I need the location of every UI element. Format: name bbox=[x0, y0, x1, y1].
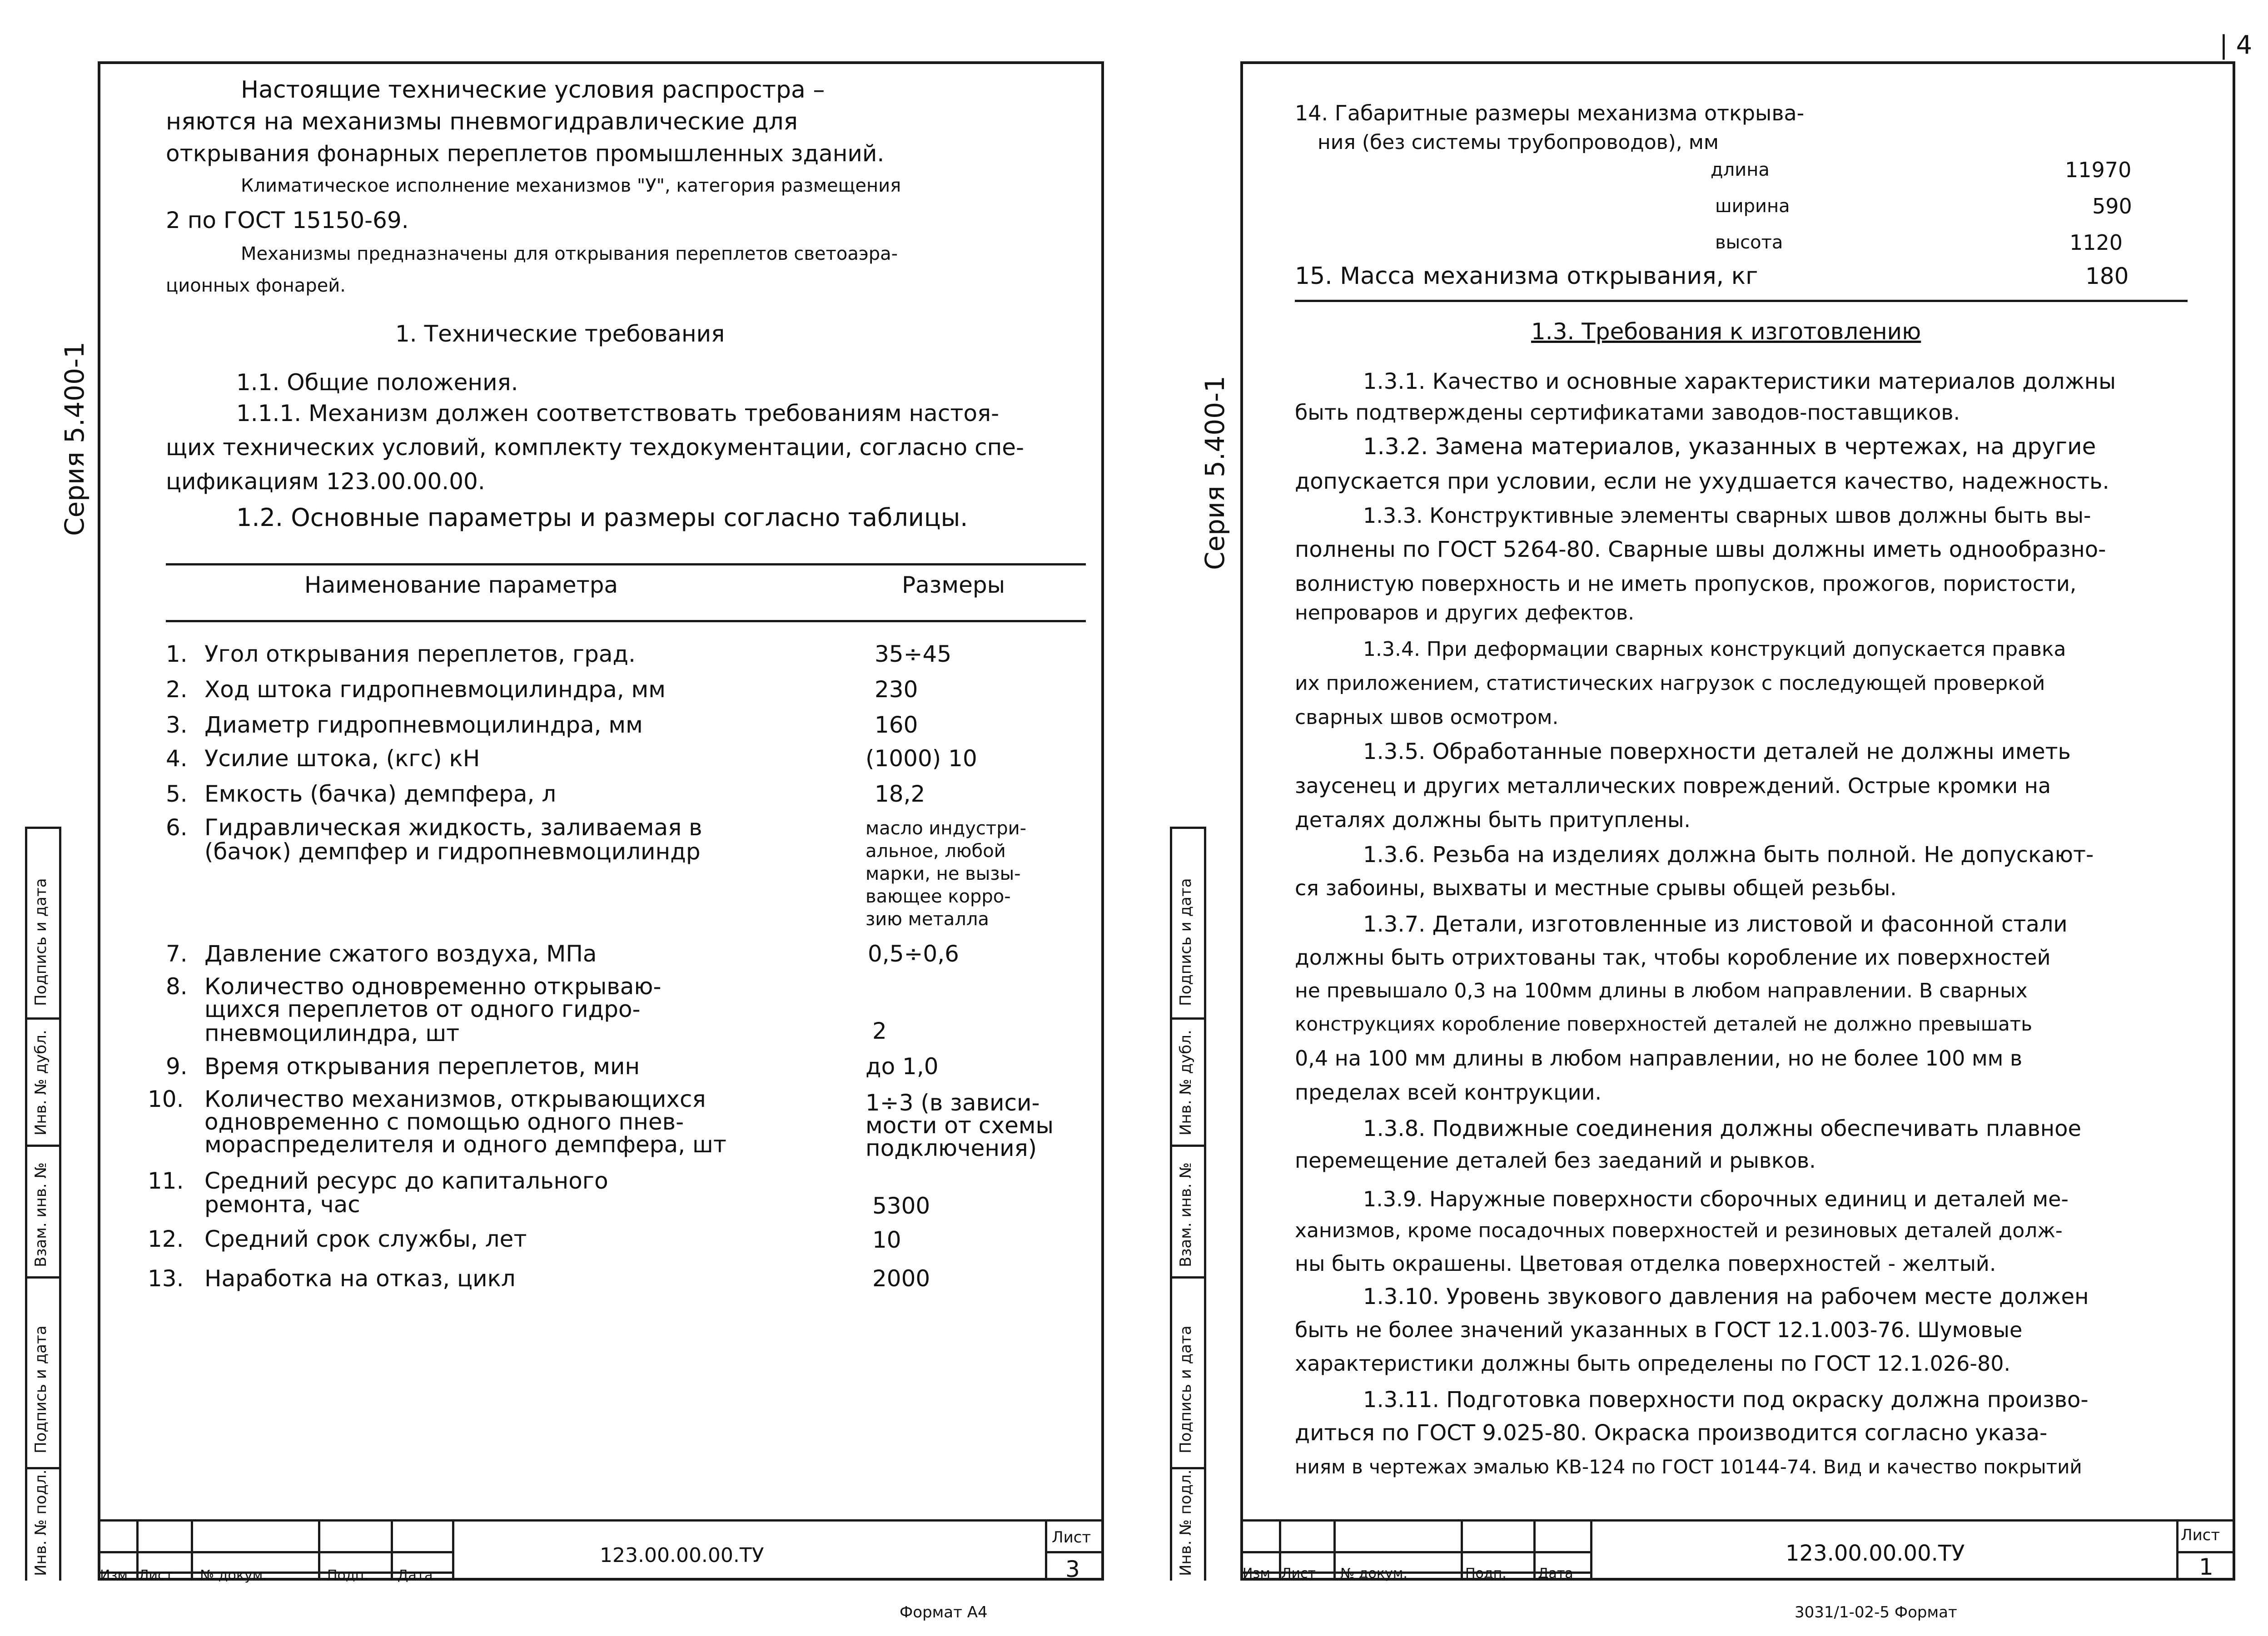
dim-label-width: ширина bbox=[1715, 196, 1790, 217]
left-stamp-col-3 bbox=[318, 1519, 320, 1581]
p136-line-2: ся забоины, выхваты и местные срывы общей резьбы. bbox=[1295, 876, 1897, 900]
right-strip-div-3 bbox=[1170, 1276, 1206, 1279]
right-stamp-footer: 3031/1-02-5 Формат bbox=[1795, 1603, 1957, 1621]
table-header-name: Наименование параметра bbox=[304, 572, 618, 598]
row-name: (бачок) демпфер и гидропневмоцилиндр bbox=[204, 838, 701, 865]
row-name: пневмоцилиндра, шт bbox=[204, 1020, 460, 1046]
left-side-label-inv: Инв. № подл. bbox=[32, 1469, 50, 1576]
left-intro-line-2: няются на механизмы пневмогидравлические для bbox=[166, 108, 798, 135]
left-side-label-replace: Взам. инв. № bbox=[32, 1162, 50, 1267]
p1310-line-2: быть не более значений указанных в ГОСТ 12.1.003-76. Шумовые bbox=[1295, 1318, 2023, 1342]
p138-line-1: 1.3.8. Подвижные соединения должны обеспечивать плавное bbox=[1363, 1116, 2082, 1141]
row-value: 35÷45 bbox=[875, 641, 952, 667]
right-stamp-col-5 bbox=[1590, 1519, 1592, 1581]
p1311-line-2: диться по ГОСТ 9.025-80. Окраска производится согласно указа- bbox=[1295, 1420, 2048, 1446]
left-intro-line-6: Механизмы предназначены для открывания переплетов светоаэра- bbox=[241, 243, 898, 264]
row-num: 3. bbox=[166, 712, 188, 738]
right-stamp-col-6 bbox=[2176, 1519, 2178, 1581]
row-value: до 1,0 bbox=[865, 1053, 939, 1080]
right-strip-top bbox=[1170, 827, 1206, 829]
p139-line-2: ханизмов, кроме посадочных поверхностей и резиновых деталей долж- bbox=[1295, 1219, 2063, 1242]
left-section1-title: 1. Технические требования bbox=[395, 321, 725, 347]
row-name: Гидравлическая жидкость, заливаемая в bbox=[204, 814, 702, 841]
p134-line-3: сварных швов осмотром. bbox=[1295, 706, 1559, 729]
dim-value-height: 1120 bbox=[2069, 230, 2123, 255]
left-intro-line-1: Настоящие технические условия распростра – bbox=[241, 76, 825, 104]
row-num: 13. bbox=[148, 1265, 184, 1292]
row-num: 6. bbox=[166, 814, 188, 841]
right-stamp-doc-code: 123.00.00.00.ТУ bbox=[1786, 1541, 1965, 1566]
page-corner-number: | 4 bbox=[2219, 30, 2253, 60]
row-num: 11. bbox=[148, 1168, 184, 1194]
row-value: 10 bbox=[872, 1227, 901, 1253]
right-stamp-col-izm: Изм bbox=[1243, 1566, 1271, 1581]
table-top-line bbox=[166, 563, 1086, 565]
p138-line-2: перемещение деталей без заеданий и рывков. bbox=[1295, 1148, 1816, 1173]
left-stamp-top bbox=[98, 1519, 1104, 1522]
left-stamp-col-6 bbox=[1045, 1519, 1047, 1581]
right-item15-value: 180 bbox=[2085, 263, 2129, 289]
row-name: ремонта, час bbox=[204, 1191, 360, 1218]
right-strip-div-4 bbox=[1170, 1467, 1206, 1469]
p139-line-1: 1.3.9. Наружные поверхности сборочных единиц и деталей ме- bbox=[1363, 1187, 2069, 1211]
right-stamp-sheet-label: Лист bbox=[2181, 1526, 2220, 1544]
right-stamp-top bbox=[1240, 1519, 2235, 1522]
row-value: вающее корро- bbox=[865, 886, 1011, 907]
row-value: 5300 bbox=[872, 1193, 930, 1219]
right-stamp-col-sign: Подп. bbox=[1465, 1566, 1507, 1581]
left-s111-line-3: цификациям 123.00.00.00. bbox=[166, 468, 485, 495]
left-stamp-col-5 bbox=[452, 1519, 454, 1581]
right-item15-underline bbox=[1295, 300, 2188, 302]
right-item15-label: 15. Масса механизма открывания, кг bbox=[1295, 263, 1758, 290]
right-section13-title: 1.3. Требования к изготовлению bbox=[1531, 318, 1921, 345]
left-strip-div-2 bbox=[25, 1145, 61, 1147]
left-side-label-sign-date-2: Подпись и дата bbox=[32, 1325, 50, 1453]
row-num: 8. bbox=[166, 973, 188, 1000]
row-value: альное, любой bbox=[865, 841, 1006, 862]
left-s111-line-2: щих технических условий, комплекту техдокументации, согласно спе- bbox=[166, 434, 1025, 461]
right-side-label-dup: Инв. № дубл. bbox=[1177, 1030, 1195, 1135]
left-stamp-sheet-div bbox=[1045, 1551, 1104, 1553]
right-stamp-col-2 bbox=[1333, 1519, 1336, 1581]
p134-line-2: их приложением, статистических нагрузок с последующей проверкой bbox=[1295, 672, 2045, 695]
p133-line-1: 1.3.3. Конструктивные элементы сварных швов должны быть вы- bbox=[1363, 503, 2091, 528]
left-side-label-dup: Инв. № дубл. bbox=[32, 1030, 50, 1135]
p135-line-3: деталях должны быть притуплены. bbox=[1295, 808, 1691, 832]
row-name: Средний срок службы, лет bbox=[204, 1226, 527, 1252]
row-num: 12. bbox=[148, 1226, 184, 1252]
p1310-line-1: 1.3.10. Уровень звукового давления на рабочем месте должен bbox=[1363, 1284, 2089, 1309]
row-name: Давление сжатого воздуха, МПа bbox=[204, 941, 597, 967]
dim-value-width: 590 bbox=[2092, 194, 2132, 218]
right-stamp-col-list: Лист bbox=[1281, 1566, 1316, 1581]
right-side-label-inv: Инв. № подл. bbox=[1177, 1469, 1195, 1576]
left-stamp-col-list: Лист bbox=[139, 1567, 174, 1583]
row-num: 1. bbox=[166, 641, 188, 667]
row-value: зию металла bbox=[865, 909, 989, 930]
table-header-line bbox=[166, 620, 1086, 622]
left-stamp-format: Формат А4 bbox=[900, 1603, 988, 1621]
left-s12: 1.2. Основные параметры и размеры согласно таблицы. bbox=[236, 503, 968, 532]
right-side-label-replace: Взам. инв. № bbox=[1177, 1162, 1195, 1267]
p1310-line-3: характеристики должны быть определены по ГОСТ 12.1.026-80. bbox=[1295, 1351, 2011, 1376]
row-name: одновременно с помощью одного пнев- bbox=[204, 1109, 684, 1135]
right-side-label-sign-date-1: Подпись и дата bbox=[1177, 878, 1195, 1006]
p135-line-1: 1.3.5. Обработанные поверхности деталей не должны иметь bbox=[1363, 739, 2071, 764]
row-num: 9. bbox=[166, 1053, 188, 1080]
left-intro-line-3: открывания фонарных переплетов промышленных зданий. bbox=[166, 140, 885, 167]
p132-line-1: 1.3.2. Замена материалов, указанных в чертежах, на другие bbox=[1363, 433, 2096, 460]
p139-line-3: ны быть окрашены. Цветовая отделка поверхностей - желтый. bbox=[1295, 1251, 1996, 1276]
row-value: 18,2 bbox=[875, 781, 925, 807]
left-intro-line-4: Климатическое исполнение механизмов "У", категория размещения bbox=[241, 175, 901, 196]
p137-line-3: не превышало 0,3 на 100мм длины в любом направлении. В сварных bbox=[1295, 979, 2028, 1002]
left-stamp-sheet-number: 3 bbox=[1065, 1556, 1080, 1582]
row-value: мости от схемы bbox=[865, 1112, 1054, 1139]
left-strip-top bbox=[25, 827, 61, 829]
p136-line-1: 1.3.6. Резьба на изделиях должна быть полной. Не допускают- bbox=[1363, 842, 2094, 868]
left-series-label: Серия 5.400-1 bbox=[59, 342, 90, 536]
row-num: 10. bbox=[148, 1086, 184, 1112]
left-stamp-sheet-label: Лист bbox=[1052, 1528, 1091, 1547]
p137-line-5: 0,4 на 100 мм длины в любом направлении, но не более 100 мм в bbox=[1295, 1046, 2023, 1071]
p131-line-1: 1.3.1. Качество и основные характеристики материалов должны bbox=[1363, 369, 2116, 394]
right-stamp-sheet-number: 1 bbox=[2199, 1554, 2213, 1580]
right-series-label: Серия 5.400-1 bbox=[1199, 376, 1230, 570]
row-name: Количество одновременно открываю- bbox=[204, 973, 662, 1000]
right-stamp-col-3 bbox=[1461, 1519, 1463, 1581]
row-name: Наработка на отказ, цикл bbox=[204, 1265, 516, 1292]
row-value: (1000) 10 bbox=[865, 745, 977, 772]
left-strip-div-4 bbox=[25, 1467, 61, 1469]
left-stamp-col-date: Дата bbox=[398, 1567, 433, 1583]
right-stamp-col-4 bbox=[1533, 1519, 1536, 1581]
left-stamp-doc-code: 123.00.00.00.ТУ bbox=[600, 1544, 764, 1567]
left-s111-line-1: 1.1.1. Механизм должен соответствовать требованиям настоя- bbox=[236, 400, 1000, 426]
right-strip-div-2 bbox=[1170, 1145, 1206, 1147]
right-item14-line-2: ния (без системы трубопроводов), мм bbox=[1318, 131, 1719, 154]
dim-value-length: 11970 bbox=[2065, 158, 2132, 182]
row-name: щихся переплетов от одного гидро- bbox=[204, 996, 641, 1022]
row-value: 1÷3 (в зависи- bbox=[865, 1090, 1040, 1116]
row-num: 2. bbox=[166, 676, 188, 703]
row-name: Количество механизмов, открывающихся bbox=[204, 1086, 706, 1112]
row-value: масло индустри- bbox=[865, 818, 1027, 839]
row-name: Угол открывания переплетов, град. bbox=[204, 641, 636, 667]
row-value: марки, не вызы- bbox=[865, 863, 1021, 884]
row-name: Средний ресурс до капитального bbox=[204, 1168, 608, 1194]
row-name: Время открывания переплетов, мин bbox=[204, 1053, 640, 1080]
left-stamp-row bbox=[98, 1551, 452, 1553]
left-stamp-col-4 bbox=[391, 1519, 393, 1581]
left-stamp-col-izm: Изм bbox=[100, 1567, 128, 1583]
p137-line-4: конструкциях коробление поверхностей деталей не должно превышать bbox=[1295, 1013, 2032, 1035]
p137-line-6: пределах всей контрукции. bbox=[1295, 1080, 1602, 1105]
left-stamp-col-doc: № докум. bbox=[200, 1567, 267, 1583]
p133-line-2: полнены по ГОСТ 5264-80. Сварные швы должны иметь однообразно- bbox=[1295, 537, 2106, 562]
right-strip-div-1 bbox=[1170, 1017, 1206, 1020]
p137-line-1: 1.3.7. Детали, изготовленные из листовой и фасонной стали bbox=[1363, 912, 2068, 937]
right-item14-line-1: 14. Габаритные размеры механизма открыва- bbox=[1295, 101, 1805, 125]
p132-line-2: допускается при условии, если не ухудшается качество, надежность. bbox=[1295, 469, 2109, 494]
p1311-line-3: ниям в чертежах эмалью КВ-124 по ГОСТ 10144-74. Вид и качество покрытий bbox=[1295, 1456, 2082, 1478]
left-strip-div-3 bbox=[25, 1276, 61, 1279]
row-value: 160 bbox=[875, 712, 918, 738]
p1311-line-1: 1.3.11. Подготовка поверхности под окраску должна произво- bbox=[1363, 1387, 2089, 1413]
row-value: 0,5÷0,6 bbox=[868, 941, 959, 967]
left-s11-title: 1.1. Общие положения. bbox=[236, 369, 518, 396]
row-num: 7. bbox=[166, 941, 188, 967]
p131-line-2: быть подтверждены сертификатами заводов-поставщиков. bbox=[1295, 400, 1960, 425]
row-value: 2000 bbox=[872, 1265, 930, 1292]
p137-line-2: должны быть отрихтованы так, чтобы коробление их поверхностей bbox=[1295, 945, 2051, 970]
row-name: Ход штока гидропневмоцилиндра, мм bbox=[204, 676, 666, 703]
p135-line-2: заусенец и других металлических повреждений. Острые кромки на bbox=[1295, 773, 2051, 798]
left-intro-line-5: 2 по ГОСТ 15150-69. bbox=[166, 207, 409, 233]
right-stamp-col-doc: № докум. bbox=[1340, 1566, 1408, 1581]
dim-label-length: длина bbox=[1711, 159, 1770, 180]
dim-label-height: высота bbox=[1715, 232, 1783, 253]
left-intro-line-7: ционных фонарей. bbox=[166, 275, 346, 296]
row-name: Емкость (бачка) демпфера, л bbox=[204, 781, 557, 807]
row-value: 2 bbox=[872, 1018, 887, 1044]
row-num: 5. bbox=[166, 781, 188, 807]
p134-line-1: 1.3.4. При деформации сварных конструкций допускается правка bbox=[1363, 638, 2066, 661]
row-num: 4. bbox=[166, 745, 188, 772]
right-stamp-row bbox=[1240, 1551, 1590, 1553]
row-name: Диаметр гидропневмоцилиндра, мм bbox=[204, 712, 643, 738]
right-stamp-col-date: Дата bbox=[1538, 1566, 1573, 1581]
left-stamp-col-2 bbox=[191, 1519, 193, 1581]
row-name: Усилие штока, (кгс) кН bbox=[204, 745, 480, 772]
right-side-label-sign-date-2: Подпись и дата bbox=[1177, 1325, 1195, 1453]
row-name: мораспределителя и одного демпфера, шт bbox=[204, 1131, 726, 1158]
p133-line-4: непроваров и других дефектов. bbox=[1295, 601, 1635, 625]
row-value: подключения) bbox=[865, 1135, 1037, 1161]
table-header-size: Размеры bbox=[902, 572, 1005, 598]
left-stamp-col-sign: Подп. bbox=[327, 1567, 368, 1583]
p133-line-3: волнистую поверхность и не иметь пропусков, прожогов, пористости, bbox=[1295, 571, 2077, 596]
left-strip-div-1 bbox=[25, 1017, 61, 1020]
left-side-label-sign-date-1: Подпись и дата bbox=[32, 878, 50, 1006]
row-value: 230 bbox=[875, 676, 918, 703]
